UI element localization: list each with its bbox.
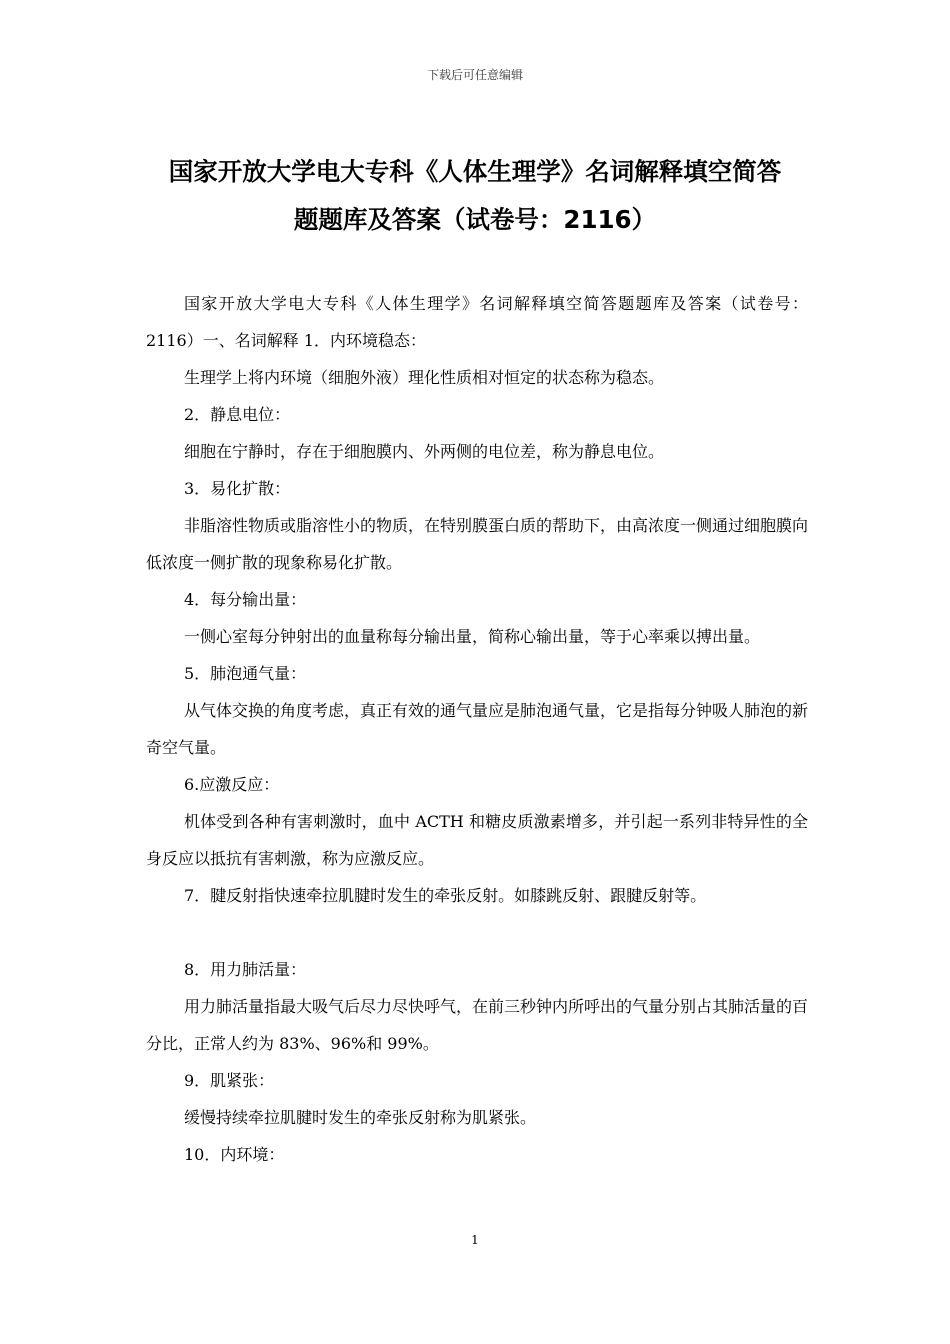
paragraph-definition: 生理学上将内环境（细胞外液）理化性质相对恒定的状态称为稳态。 xyxy=(184,368,665,387)
paragraph-definition: 从气体交换的角度考虑，真正有效的通气量应是肺泡通气量，它是指每分钟吸人肺泡的新奇空气量。 xyxy=(146,701,809,757)
header-note: 下载后可任意编辑 xyxy=(426,68,523,82)
paragraph-intro: 国家开放大学电大专科《人体生理学》名词解释填空简答题题库及答案（试卷号：2116）一、名词解释 1．内环境稳态： xyxy=(146,294,808,350)
paragraph-definition: 7．腱反射指快速牵拉肌腱时发生的牵张反射。如膝跳反射、跟腱反射等。 xyxy=(184,886,707,905)
paragraph-definition: 缓慢持续牵拉肌腱时发生的牵张反射称为肌紧张。 xyxy=(184,1108,537,1127)
document-body xyxy=(146,285,808,1173)
paragraph-term: 3．易化扩散： xyxy=(184,479,291,498)
paragraph-term: 9．肌紧张： xyxy=(184,1071,275,1090)
paragraph-term: 5．肺泡通气量： xyxy=(184,664,307,683)
paragraph-term: 4．每分输出量： xyxy=(184,590,307,609)
title-line-1: 国家开放大学电大专科《人体生理学》名词解释填空简答 xyxy=(168,157,782,186)
document-title xyxy=(120,148,830,244)
page-number: 1 xyxy=(471,1233,479,1247)
paragraph-term: 8．用力肺活量： xyxy=(184,960,307,979)
title-line-2: 题题库及答案（试卷号：2116） xyxy=(293,205,657,234)
paragraph-definition: 细胞在宁静时，存在于细胞膜内、外两侧的电位差，称为静息电位。 xyxy=(184,442,665,461)
paragraph-term: 10．内环境： xyxy=(184,1145,285,1164)
paragraph-term: 2．静息电位： xyxy=(184,405,291,424)
paragraph-definition: 机体受到各种有害刺激时，血中 ACTH 和糖皮质激素增多，并引起一系列非特异性的全身反应以抵抗有害刺激，称为应激反应。 xyxy=(146,812,808,868)
paragraph-definition: 用力肺活量指最大吸气后尽力尽快呼气，在前三秒钟内所呼出的气量分别占其肺活量的百分比，正常人约为 83%、96%和 99%。 xyxy=(146,997,809,1053)
paragraph-definition: 非脂溶性物质或脂溶性小的物质，在特别膜蛋白质的帮助下，由高浓度一侧通过细胞膜向低浓度一侧扩散的现象称易化扩散。 xyxy=(146,516,809,572)
paragraph-term: 6.应激反应： xyxy=(184,775,280,794)
paragraph-definition: 一侧心室每分钟射出的血量称每分输出量，简称心输出量，等于心率乘以搏出量。 xyxy=(184,627,761,646)
